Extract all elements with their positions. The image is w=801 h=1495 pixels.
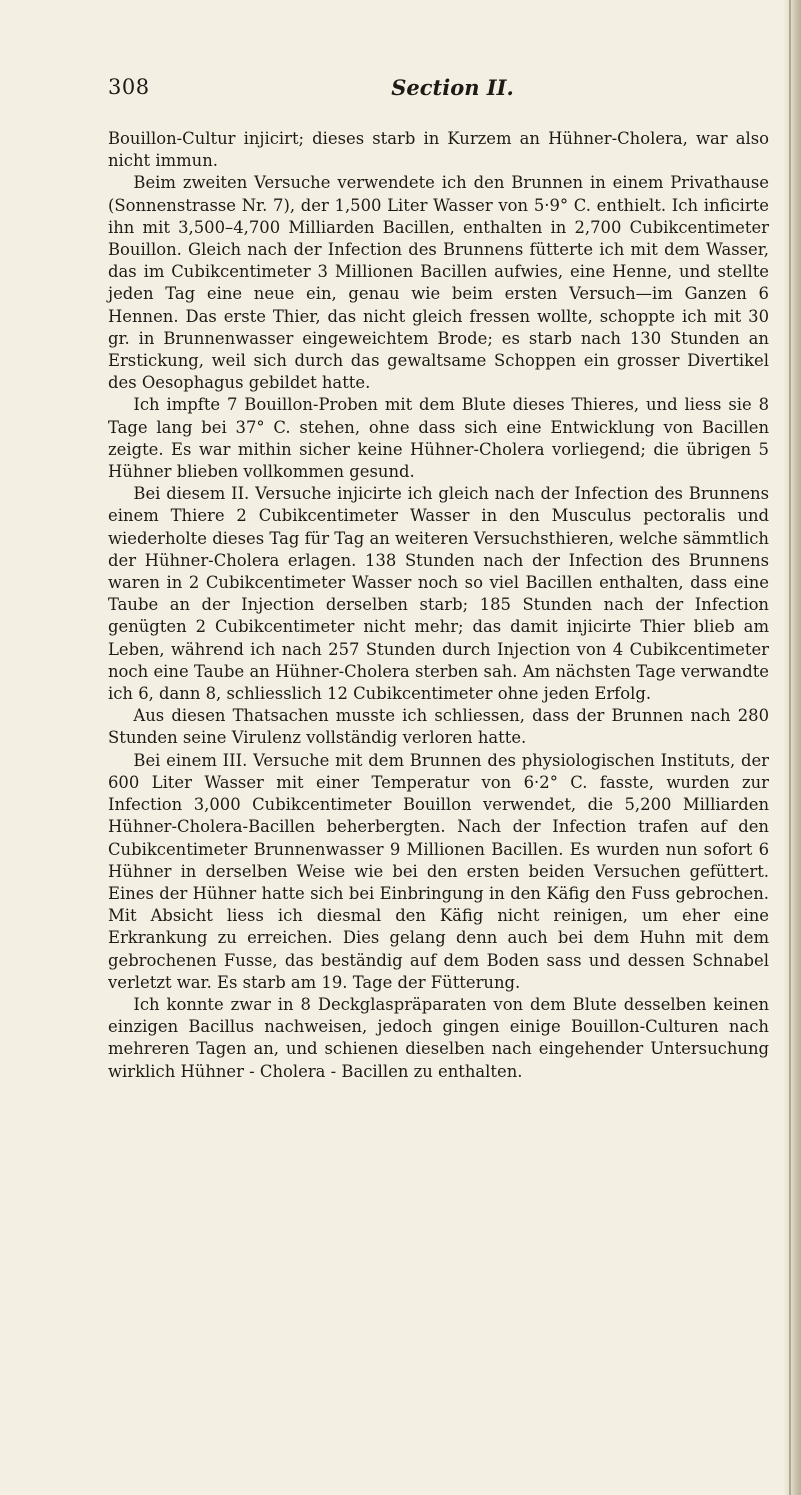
page-edge-line — [789, 0, 791, 1495]
paragraph-1: Bouillon-Cultur injicirt; dieses starb in Kurzem an Hühner-Cholera, war also nicht immun. — [108, 129, 769, 171]
page-number: 308 — [108, 75, 150, 99]
paragraph-6: Bei einem III. Versuche mit dem Brunnen des physiologischen Instituts, der 600 Liter Wasser mit einer Temperatur von 6·2° C. fasste, wurden zur Infection 3,000 Cubikcentimeter Bouillon verwendet, die 5,200 Milliarden Hühner-Cholera-Bacillen beherbergten. Nach der Infection trafen auf den Cubikcentimeter Brunnenwasser 9 Millionen Bacillen. Es wurden nun sofort 6 Hühner in derselben Weise wie bei den ersten beiden Versuchen gefüttert. Eines der Hühner hatte sich bei Einbringung in den Käfig den Fuss gebrochen. Mit Absicht liess ich diesmal den Käfig nicht reinigen, um eher eine Erkrankung zu erreichen. Dies gelang denn auch bei dem Huhn mit dem gebrochenen Fusse, das beständig auf dem Boden sass und dessen Schnabel verletzt war. Es starb am 19. Tage der Fütterung. — [108, 750, 769, 992]
page-edge-shadow — [783, 0, 801, 1495]
paragraph-4: Bei diesem II. Versuche injicirte ich gleich nach der Infection des Brunnens einem Thiere 2 Cubikcentimeter Wasser in den Musculus pectoralis und wiederholte dieses Tag für Tag an weiteren Versuchsthieren, welche sämmtlich der Hühner-Cholera erlagen. 138 Stunden nach der Infection des Brunnens waren in 2 Cubikcentimeter Wasser noch so viel Bacillen enthalten, dass eine Taube an der Injection derselben starb; 185 Stunden nach der Infection genügten 2 Cubikcentimeter nicht mehr; das damit injicirte Thier blieb am Leben, während ich nach 257 Stunden durch Injection von 4 Cubikcentimeter noch eine Taube an Hühner-Cholera sterben sah. Am nächsten Tage verwandte ich 6, dann 8, schliesslich 12 Cubikcentimeter ohne jeden Erfolg. — [108, 484, 769, 704]
paragraph-7: Ich konnte zwar in 8 Deckglaspräparaten von dem Blute desselben keinen einzigen Bacillus nachweisen, jedoch gingen einige Bouillon-Culturen nach mehreren Tagen an, und schienen dieselben nach eingehender Untersuchung wirklich Hühner - Cholera - Bacillen zu enthalten. — [108, 994, 769, 1081]
paragraph-2: Beim zweiten Versuche verwendete ich den Brunnen in einem Privathause (Sonnenstrasse Nr. 7), der 1,500 Liter Wasser von 5·9° C. enthielt. Ich inficirte ihn mit 3,500–4,700 Milliarden Bacillen, enthalten in 2,700 Cubikcentimeter Bouillon. Gleich nach der Infection des Brunnens fütterte ich mit dem Wasser, das im Cubikcentimeter 3 Millionen Bacillen aufwies, eine Henne, und stellte jeden Tag eine neue ein, genau wie beim ersten Versuch—im Ganzen 6 Hennen. Das erste Thier, das nicht gleich fressen wollte, schoppte ich mit 30 gr. in Brunnenwasser eingeweichtem Brode; es starb nach 130 Stunden an Erstickung, weil sich durch das gewaltsame Schoppen ein grosser Divertikel des Oesophagus gebildet hatte. — [108, 173, 769, 393]
paragraph-3: Ich impfte 7 Bouillon-Proben mit dem Blute dieses Thieres, und liess sie 8 Tage lang bei 37° C. stehen, ohne dass sich eine Entwicklung von Bacillen zeigte. Es war mithin sicher keine Hühner-Cholera vorliegend; die übrigen 5 Hühner blieben vollkommen gesund. — [108, 395, 769, 482]
page-header — [108, 75, 769, 105]
paragraph-5: Aus diesen Thatsachen musste ich schliessen, dass der Brunnen nach 280 Stunden seine Virulenz vollständig verloren hatte. — [108, 706, 769, 748]
running-head: Section II. — [391, 75, 514, 100]
body-text — [108, 128, 769, 1083]
